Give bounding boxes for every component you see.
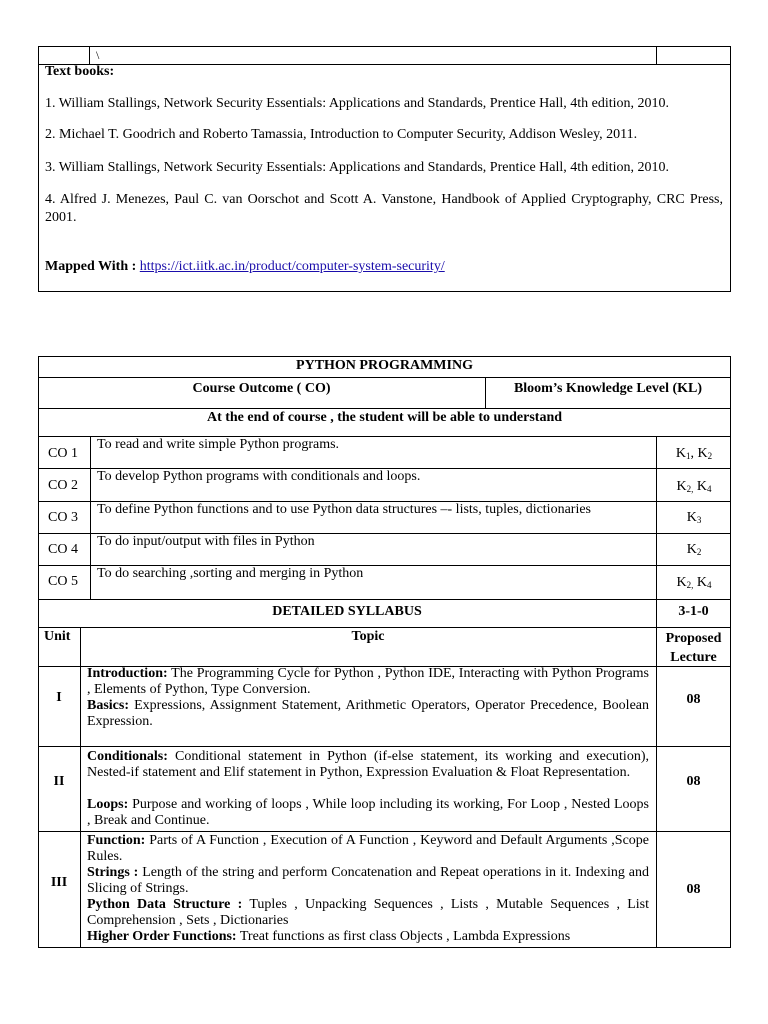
co-header: Course Outcome ( CO) [192, 381, 331, 396]
topic-heading: Strings : [87, 865, 139, 880]
co-kl [657, 542, 731, 560]
topic-heading: Basics: [87, 698, 129, 713]
kl-b: K [696, 479, 707, 494]
topic-heading: Higher Order Functions: [87, 929, 237, 944]
kl-b-sub: 2 [707, 451, 713, 461]
co-text: To define Python functions and to use Python data structures –- lists, tuples, dictionaries [97, 502, 591, 517]
divider [80, 627, 81, 948]
co-kl [657, 575, 731, 593]
unit-lectures: 08 [686, 774, 701, 789]
textbooks-top-col-1 [89, 46, 90, 65]
divider [38, 746, 731, 747]
topic-heading: Conditionals: [87, 749, 168, 764]
kl-a-sub: 2, [686, 484, 694, 494]
unit-lectures: 08 [686, 882, 701, 897]
textbooks-top-row-divider [38, 64, 731, 65]
kl-a-sub: 1 [686, 451, 691, 461]
course-title: PYTHON PROGRAMMING [296, 358, 473, 373]
kl-a: K [676, 479, 687, 494]
course-intro: At the end of course , the student will be able to understand [206, 410, 563, 425]
kl-a: K [676, 575, 687, 590]
co-text: To develop Python programs with conditionals and loops. [97, 469, 421, 484]
kl-a: K [686, 510, 697, 525]
col-topic: Topic [351, 629, 385, 644]
syllabus-title: DETAILED SYLLABUS [272, 604, 422, 619]
col-unit: Unit [44, 629, 71, 644]
topic-text: Purpose and working of loops , While loop including its working, For Loop , Nested Loops , Break and Continue. [87, 797, 649, 828]
kl-a: K [686, 542, 697, 557]
kl-a-sub: 3 [696, 515, 702, 525]
topic-text: Expressions, Assignment Statement, Arithmetic Operators, Operator Precedence, Boolean Expression. [87, 698, 649, 729]
divider [38, 599, 731, 600]
mapped-with-link[interactable]: https://ict.iitk.ac.in/product/computer-system-security/ [139, 259, 445, 274]
mapped-with-row [45, 259, 445, 275]
topic-text: Treat functions as first class Objects , Lambda Expressions [236, 929, 571, 944]
textbook-item-1: 1. William Stallings, Network Security Essentials: Applications and Standards, Prentice Hall, 4th edition, 2010. [45, 96, 670, 111]
kl-header: Bloom’s Knowledge Level (KL) [513, 381, 703, 396]
co-kl [657, 479, 731, 497]
topic-text: Parts of A Function , Execution of A Function , Keyword and Default Arguments ,Scope Rules. [87, 833, 649, 864]
topic-text: Tuples , Unpacking Sequences , Lists , Mutable Sequences , List Comprehension , Sets , Dictionaries [87, 897, 649, 928]
topic-text: Length of the string and perform Concatenation and Repeat operations in it. Indexing and Slicing of Strings. [87, 865, 649, 896]
topic-text: The Programming Cycle for Python , Python IDE, Interacting with Python Programs , Elements of Python, Type Conversion. [87, 666, 649, 697]
textbooks-top-col-2 [656, 46, 657, 65]
unit-number: I [56, 690, 62, 705]
kl-b-sub: 4 [707, 580, 712, 590]
mapped-with-label: Mapped With : [45, 259, 137, 274]
divider [90, 436, 91, 600]
co-id: CO 1 [48, 446, 78, 461]
kl-a-sub: 2 [696, 547, 702, 557]
co-id: CO 5 [48, 574, 78, 589]
kl-b: K [697, 446, 708, 461]
co-kl [657, 446, 731, 464]
divider [38, 408, 731, 409]
unit-topics [87, 833, 649, 945]
unit-number: II [53, 774, 65, 789]
co-id: CO 4 [48, 542, 78, 557]
divider [38, 627, 731, 628]
col-lecture-line2: Lecture [670, 650, 717, 665]
co-id: CO 2 [48, 478, 78, 493]
textbook-item-3: 3. William Stallings, Network Security Essentials: Applications and Standards, Prentice Hall, 4th edition, 2010. [45, 160, 670, 175]
co-text: To do searching ,sorting and merging in Python [97, 566, 364, 581]
divider [38, 377, 731, 378]
divider [38, 831, 731, 832]
co-text: To read and write simple Python programs. [97, 437, 340, 452]
co-kl [657, 510, 731, 528]
textbook-item-2: 2. Michael T. Goodrich and Roberto Tamassia, Introduction to Computer Security, Addison Wesley, 2011. [45, 127, 638, 142]
kl-a: K [675, 446, 686, 461]
co-text: To do input/output with files in Python [97, 534, 315, 549]
textbooks-heading: Text books: [45, 64, 115, 79]
kl-sep: , [690, 446, 698, 461]
topic-text: Conditional statement in Python (if-else statement, its working and execution), Nested-if statement and Elif statement in Python, Expression Evaluation & Float Representation. [87, 749, 649, 780]
unit-number: III [50, 875, 68, 890]
textbook-item-4: 4. Alfred J. Menezes, Paul C. van Oorschot and Scott A. Vanstone, Handbook of Applied Cryptography, CRC Press, 2001. [45, 192, 723, 225]
textbooks-top-cell-mark: \ [96, 48, 100, 62]
col-lecture-line1: Proposed [665, 631, 722, 646]
unit-lectures: 08 [686, 692, 701, 707]
topic-heading: Function: [87, 833, 146, 848]
topic-heading: Python Data Structure : [87, 897, 243, 912]
topic-heading: Loops: [87, 797, 129, 812]
unit-topics [87, 749, 649, 829]
unit-topics [87, 666, 649, 730]
ltp: 3-1-0 [678, 604, 709, 619]
kl-a-sub: 2, [686, 580, 694, 590]
col-lecture [656, 629, 731, 667]
topic-heading: Introduction: [87, 666, 168, 681]
kl-b: K [696, 575, 707, 590]
co-id: CO 3 [48, 510, 78, 525]
kl-b-sub: 4 [707, 484, 712, 494]
